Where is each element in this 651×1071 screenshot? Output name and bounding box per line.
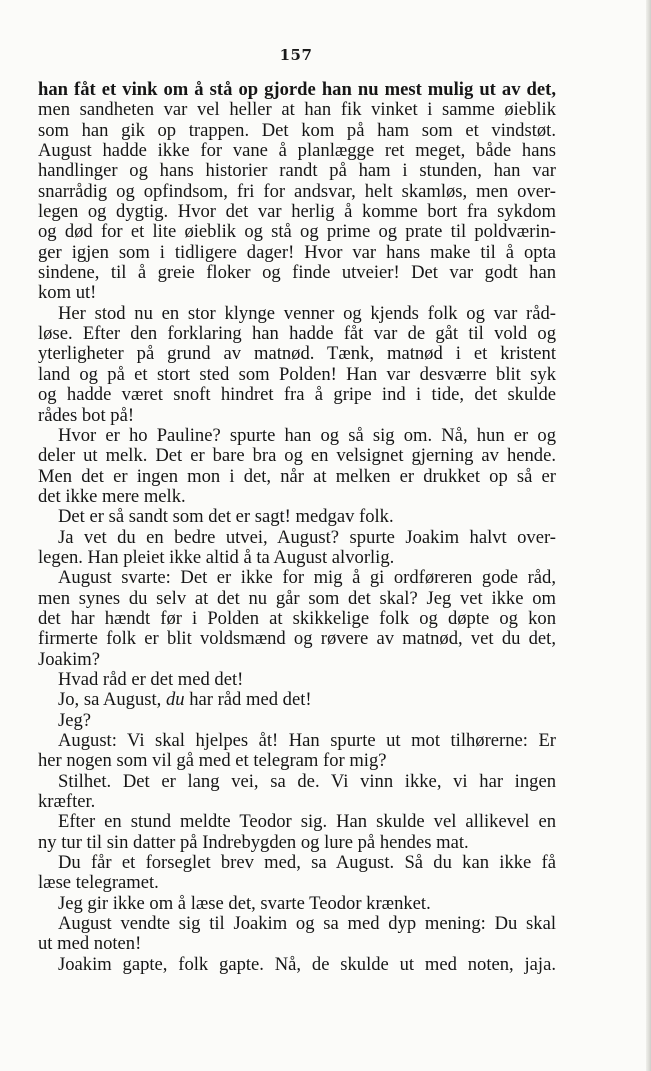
text-line: Joakim? (38, 648, 100, 670)
text-line: han fåt et vink om å stå op gjorde han nu mest mulig ut av det, (38, 79, 556, 100)
page-number: 157 (279, 46, 313, 64)
text-line: Men det er ingen mon i det, når at melken er drukket op så er (38, 465, 556, 487)
text-line: handlinger og hans historier randt på ham i stunden, han var (38, 160, 556, 182)
text-line: kom ut! (38, 282, 97, 304)
text-line: ny tur til sin datter på Indrebygden og lure på hendes mat. (38, 831, 469, 853)
page-edge-shadow (646, 0, 651, 1071)
text-line: Joakim gapte, folk gapte. Nå, de skulde ut med noten, jaja. (58, 953, 556, 975)
text-line: Ja vet du en bedre utvei, August? spurte Joakim halvt over- (58, 526, 556, 548)
text-line: Efter en stund meldte Teodor sig. Han skulde vel allikevel en (58, 811, 556, 833)
text-line: læse telegramet. (38, 872, 159, 894)
text-line: kræfter. (38, 791, 96, 813)
text-line: legen. Han pleiet ikke altid å ta August alvorlig. (38, 546, 395, 568)
text-line: August vendte sig til Joakim og sa med dyp mening: Du skal (58, 913, 556, 935)
text-line: her nogen som vil gå med et telegram for mig? (38, 750, 387, 772)
text-line: løse. Efter den forklaring han hadde fåt var de gåt til vold og (38, 323, 556, 345)
text-line: sindene, til å greie floker og finde utveier! Det var godt han (38, 262, 556, 284)
text-line: rådes bot på! (38, 404, 135, 426)
body-text (38, 80, 556, 975)
text-line: snarrådig og opfindsom, fri for andsvar, helt skamløs, men over- (38, 180, 556, 202)
text-line: legen og dygtig. Hvor det var herlig å komme bort fra sykdom (38, 201, 556, 223)
text-line: og hadde været snoft hindret fra å gripe ind i tide, det skulde (38, 384, 556, 406)
text-line: August hadde ikke for vane å planlægge ret meget, både hans (38, 140, 556, 162)
text-line: og død for et lite øieblik og stå og prime og prate til poldværin- (38, 221, 556, 243)
text-line: det ikke mere melk. (38, 485, 186, 507)
text-line: Det er så sandt som det er sagt! medgav folk. (58, 506, 394, 528)
text-line: yterligheter på grund av matnød. Tænk, matnød i et kristent (38, 343, 556, 365)
text-line: Her stod nu en stor klynge venner og kjends folk og var råd- (58, 302, 556, 324)
text-line: Jo, sa August, du har råd med det! (58, 689, 312, 711)
text-line: Hvor er ho Pauline? spurte han og så sig om. Nå, hun er og (58, 424, 556, 446)
text-line: Hvad råd er det med det! (58, 668, 244, 690)
text-line: Jeg? (58, 709, 92, 731)
text-line: men sandheten var vel heller at han fik vinket i samme øieblik (38, 99, 556, 121)
text-line: deler ut melk. Det er bare bra og en velsignet gjerning av hende. (38, 445, 556, 467)
text-line: ut med noten! (38, 933, 142, 955)
text-line: som han gik op trappen. Det kom på ham som et vindstøt. (38, 119, 556, 141)
text-line: August svarte: Det er ikke for mig å gi ordføreren gode råd, (58, 567, 556, 589)
text-line: men synes du selv at det nu går som det skal? Jeg vet ikke om (38, 587, 556, 609)
text-line: Du får et forseglet brev med, sa August. Så du kan ikke få (58, 852, 556, 874)
text-line: ger igjen som i tidligere dager! Hvor var hans make til å opta (38, 241, 556, 263)
text-line: det har hændt før i Polden at skikkelige folk og døpte og kon (38, 607, 556, 629)
text-line: firmerte folk er blit voldsmænd og røvere av matnød, vet du det, (38, 628, 556, 650)
text-line: August: Vi skal hjelpes åt! Han spurte ut mot tilhørerne: Er (58, 730, 556, 751)
text-line: land og på et stort sted som Polden! Han var desværre blit syk (38, 363, 556, 385)
text-line: Stilhet. Det er lang vei, sa de. Vi vinn ikke, vi har ingen (58, 770, 556, 792)
text-line: Jeg gir ikke om å læse det, svarte Teodor krænket. (58, 892, 431, 914)
